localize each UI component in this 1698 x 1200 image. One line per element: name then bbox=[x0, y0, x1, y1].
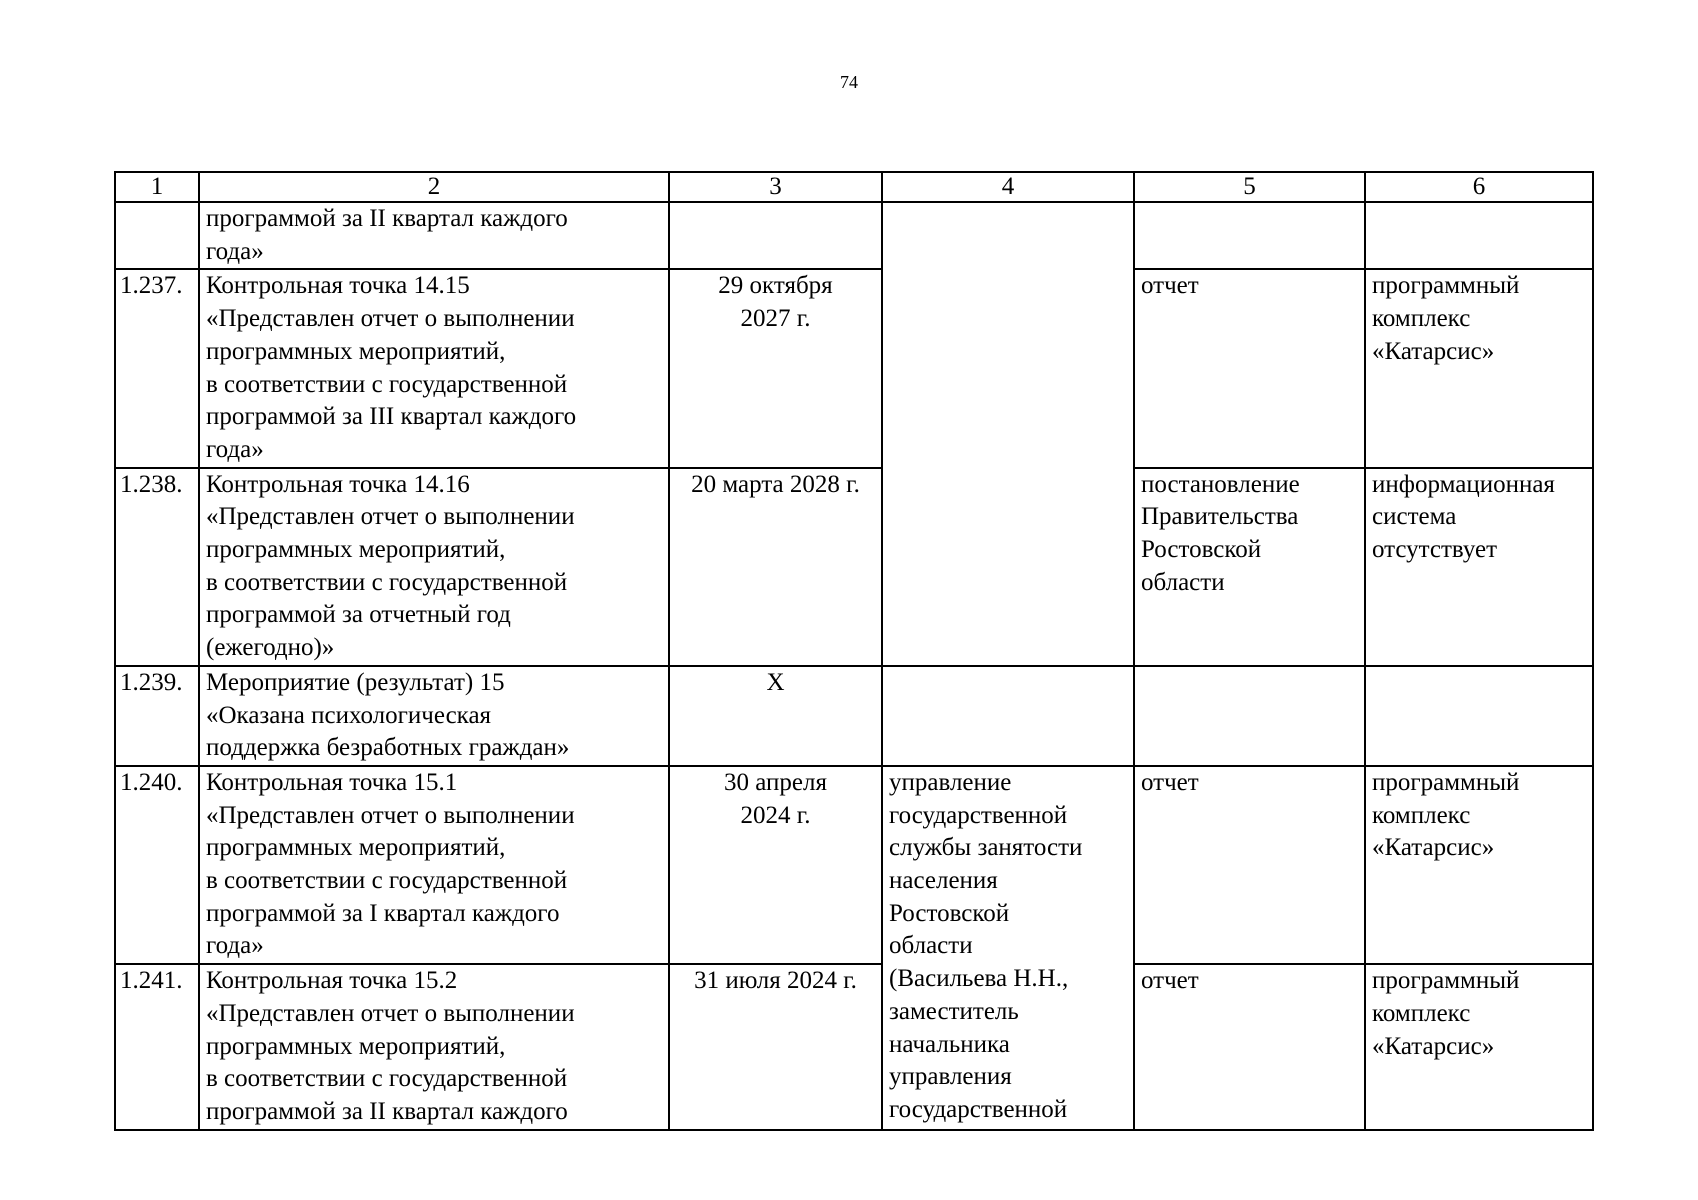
table-row bbox=[115, 468, 1593, 666]
row-description: Контрольная точка 14.15 «Представлен отчет о выполнении программных мероприятий, в соответствии с государственной программой за III квартал каждого года» bbox=[199, 269, 669, 467]
responsible-cell-upper bbox=[882, 202, 1134, 666]
row-description: Контрольная точка 15.2 «Представлен отчет о выполнении программных мероприятий, в соответствии с государственной программой за II квартал каждого bbox=[199, 964, 669, 1130]
row-system bbox=[1365, 666, 1593, 766]
row-system: программный комплекс «Катарсис» bbox=[1365, 766, 1593, 964]
table-row bbox=[115, 766, 1593, 964]
table-row bbox=[115, 202, 1593, 269]
row-description: Контрольная точка 14.16 «Представлен отчет о выполнении программных мероприятий, в соответствии с государственной программой за отчетный год (ежегодно)» bbox=[199, 468, 669, 666]
page-number: 74 bbox=[840, 72, 858, 92]
row-system: программный комплекс «Катарсис» bbox=[1365, 269, 1593, 467]
row-number: 1.238. bbox=[115, 468, 199, 666]
column-header-2: 2 bbox=[199, 172, 669, 202]
row-result: отчет bbox=[1134, 766, 1365, 964]
column-header-6: 6 bbox=[1365, 172, 1593, 202]
row-system bbox=[1365, 202, 1593, 269]
column-header-3: 3 bbox=[669, 172, 882, 202]
row-date: X bbox=[669, 666, 882, 766]
row-number: 1.237. bbox=[115, 269, 199, 467]
row-number: 1.241. bbox=[115, 964, 199, 1130]
row-system: программный комплекс «Катарсис» bbox=[1365, 964, 1593, 1130]
row-date bbox=[669, 202, 882, 269]
column-header-1: 1 bbox=[115, 172, 199, 202]
table-row bbox=[115, 964, 1593, 1130]
schedule-table bbox=[114, 171, 1594, 1131]
row-result: отчет bbox=[1134, 269, 1365, 467]
table-header-row bbox=[115, 172, 1593, 202]
row-number: 1.240. bbox=[115, 766, 199, 964]
table-row bbox=[115, 269, 1593, 467]
row-result bbox=[1134, 202, 1365, 269]
row-date: 31 июля 2024 г. bbox=[669, 964, 882, 1130]
row-result: постановление Правительства Ростовской области bbox=[1134, 468, 1365, 666]
row-description: программой за II квартал каждого года» bbox=[199, 202, 669, 269]
row-date: 30 апреля 2024 г. bbox=[669, 766, 882, 964]
row-result bbox=[1134, 666, 1365, 766]
table-row bbox=[115, 666, 1593, 766]
row-number bbox=[115, 202, 199, 269]
responsible-cell-lower: управление государственной службы занятости населения Ростовской области (Васильева Н.Н., заместитель начальника управления государственной bbox=[882, 766, 1134, 1130]
row-result: отчет bbox=[1134, 964, 1365, 1130]
row-description: Мероприятие (результат) 15 «Оказана психологическая поддержка безработных граждан» bbox=[199, 666, 669, 766]
row-number: 1.239. bbox=[115, 666, 199, 766]
row-date: 20 марта 2028 г. bbox=[669, 468, 882, 666]
row-date: 29 октября 2027 г. bbox=[669, 269, 882, 467]
row-responsible bbox=[882, 666, 1134, 766]
column-header-5: 5 bbox=[1134, 172, 1365, 202]
row-system: информационная система отсутствует bbox=[1365, 468, 1593, 666]
column-header-4: 4 bbox=[882, 172, 1134, 202]
row-description: Контрольная точка 15.1 «Представлен отчет о выполнении программных мероприятий, в соответствии с государственной программой за I квартал каждого года» bbox=[199, 766, 669, 964]
